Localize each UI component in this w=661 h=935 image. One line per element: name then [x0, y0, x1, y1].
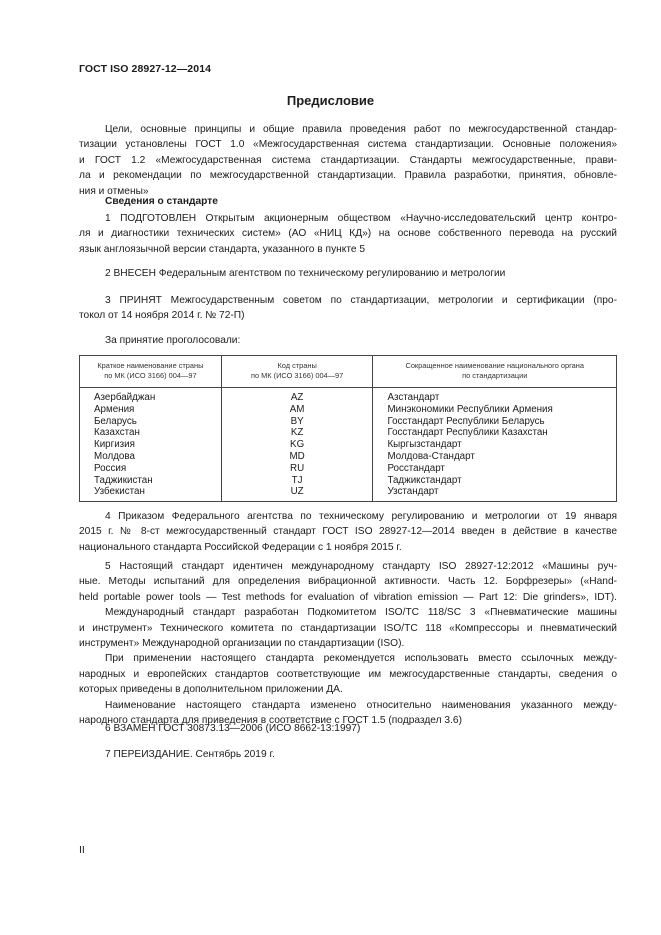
item-6-paragraph — [79, 721, 617, 736]
section-heading: Сведения о стандарте — [105, 196, 218, 207]
text-line: ные. Методы испытаний для определения вибрационной активности. Часть 12. Борфрезеры» («Hand- — [79, 576, 617, 588]
text-line: 2015 г. № 8-ст межгосударственный стандарт ГОСТ ISO 28927-12—2014 введен в действие в качестве — [79, 526, 617, 538]
intro-paragraph — [79, 122, 617, 199]
header-line: Краткое наименование страны — [97, 361, 204, 370]
table-row — [80, 486, 617, 501]
code-cell: AM — [221, 404, 373, 416]
code-cell: TJ — [221, 475, 373, 487]
page-title: Предисловие — [286, 93, 375, 108]
text-line: held portable power tools — Test methods for evaluation of vibration emission — Part 12: Die grinders», IDT). — [79, 591, 617, 603]
table-row — [80, 416, 617, 428]
body-cell: Узстандарт — [373, 486, 617, 501]
body-cell: Таджикстандарт — [373, 475, 617, 487]
body-cell: Минэкономики Республики Армения — [373, 404, 617, 416]
text-line: и инструмент» Технического комитета по стандартизации ISO/TC 118 «Компрессоры и пневматический — [79, 622, 617, 634]
header-line: Код страны — [277, 361, 317, 370]
text-line: Наименование настоящего стандарта изменено относительно наименования указанного между- — [105, 699, 617, 711]
table-row — [80, 388, 617, 404]
text-line: 6 ВЗАМЕН ГОСТ 30873.13—2006 (ИСО 8662-13:1997) — [105, 723, 361, 734]
standard-code-header: ГОСТ ISO 28927-12—2014 — [79, 63, 212, 75]
item-1-paragraph — [79, 211, 617, 257]
text-line: Международный стандарт разработан Подкомитетом ISO/TC 118/SC 3 «Пневматические машины — [105, 607, 617, 619]
text-line: При применении настоящего стандарта рекомендуется использовать вместо ссылочных между- — [105, 653, 617, 665]
text-line: народных и европейских стандартов соответствующие им межгосударственные стандарты, сведения о — [79, 668, 617, 680]
body-cell: Кыргызстандарт — [373, 439, 617, 451]
table-row — [80, 451, 617, 463]
text-line: токол от 14 ноября 2014 г. № 72-П) — [79, 310, 245, 322]
item-7-paragraph — [79, 747, 617, 762]
code-cell: MD — [221, 451, 373, 463]
text-line: 4 Приказом Федерального агентства по техническому регулированию и метрологии от 19 января — [105, 511, 617, 522]
countries-table — [79, 355, 617, 502]
header-line: по МК (ИСО 3166) 004—97 — [104, 371, 197, 380]
table-header-body — [373, 356, 617, 388]
text-line: язык англоязычной версии стандарта, указанного в пункте 5 — [79, 243, 366, 255]
body-cell: Молдова-Стандарт — [373, 451, 617, 463]
table-row — [80, 463, 617, 475]
text-line: 1 ПОДГОТОВЛЕН Открытым акционерным обществом «Научно-исследовательский центр контро- — [105, 213, 617, 224]
country-cell: Армения — [80, 404, 222, 416]
code-cell: AZ — [221, 388, 373, 404]
table-header-code — [221, 356, 373, 388]
text-line: 2 ВНЕСЕН Федеральным агентством по техническому регулированию и метрологии — [105, 268, 506, 279]
header-line: Сокращенное наименование национального органа — [405, 361, 584, 370]
text-line: 5 Настоящий стандарт идентичен международному стандарту ISO 28927-12:2012 «Машины руч- — [105, 561, 617, 572]
body-cell: Госстандарт Республики Казахстан — [373, 427, 617, 439]
text-line: ля и диагностики технических систем» (АО «НИЦ КД») на основе собственного перевода на русский — [79, 228, 617, 240]
country-cell: Молдова — [80, 451, 222, 463]
body-cell: Азстандарт — [373, 388, 617, 404]
voted-label — [79, 333, 617, 348]
country-cell: Узбекистан — [80, 486, 222, 501]
header-line: по стандартизации — [462, 371, 528, 380]
code-cell: BY — [221, 416, 373, 428]
text-line: ла и рекомендации по межгосударственной стандартизации. Правила разработки, принятия, обновле- — [79, 170, 617, 182]
item-4-paragraph — [79, 509, 617, 555]
item-5-paragraph — [79, 559, 617, 728]
text-line: 7 ПЕРЕИЗДАНИЕ. Сентябрь 2019 г. — [105, 749, 275, 760]
table-header-row — [80, 356, 617, 388]
country-cell: Киргизия — [80, 439, 222, 451]
table-row — [80, 475, 617, 487]
text-line: инструмент» Международной организации по стандартизации (ISO). — [79, 638, 405, 650]
text-line: ния и отмены» — [79, 185, 149, 197]
text-line: 3 ПРИНЯТ Межгосударственным советом по стандартизации, метрологии и сертификации (про- — [105, 295, 617, 306]
body-cell: Госстандарт Республики Беларусь — [373, 416, 617, 428]
text-line: Цели, основные принципы и общие правила проведения работ по межгосударственной стандар- — [105, 124, 617, 135]
code-cell: KZ — [221, 427, 373, 439]
country-cell: Беларусь — [80, 416, 222, 428]
header-line: по МК (ИСО 3166) 004—97 — [250, 371, 344, 380]
table-row — [80, 404, 617, 416]
text-line: которых приведены в дополнительном приложении ДА. — [79, 684, 343, 696]
code-cell: KG — [221, 439, 373, 451]
item-3-paragraph — [79, 293, 617, 324]
page-number: II — [79, 844, 85, 856]
country-cell: Казахстан — [80, 427, 222, 439]
body-cell: Росстандарт — [373, 463, 617, 475]
item-2-paragraph — [79, 266, 617, 281]
country-cell: Россия — [80, 463, 222, 475]
country-cell: Азербайджан — [80, 388, 222, 404]
table-row — [80, 439, 617, 451]
text-line: народного стандарта для приведения в соответствие с ГОСТ 1.5 (подраздел 3.6) — [79, 715, 462, 727]
text-line: и ГОСТ 1.2 «Межгосударственная система стандартизации. Стандарты межгосударственные, прави- — [79, 154, 617, 166]
text-line: тизации установлены ГОСТ 1.0 «Межгосударственная система стандартизации. Основные положения» — [79, 139, 617, 151]
code-cell: RU — [221, 463, 373, 475]
text-line: За принятие проголосовали: — [105, 335, 241, 346]
text-line: национального стандарта Российской Федерации с 1 ноября 2015 г. — [79, 541, 402, 553]
code-cell: UZ — [221, 486, 373, 501]
table-header-country — [80, 356, 222, 388]
table-row — [80, 427, 617, 439]
country-cell: Таджикистан — [80, 475, 222, 487]
